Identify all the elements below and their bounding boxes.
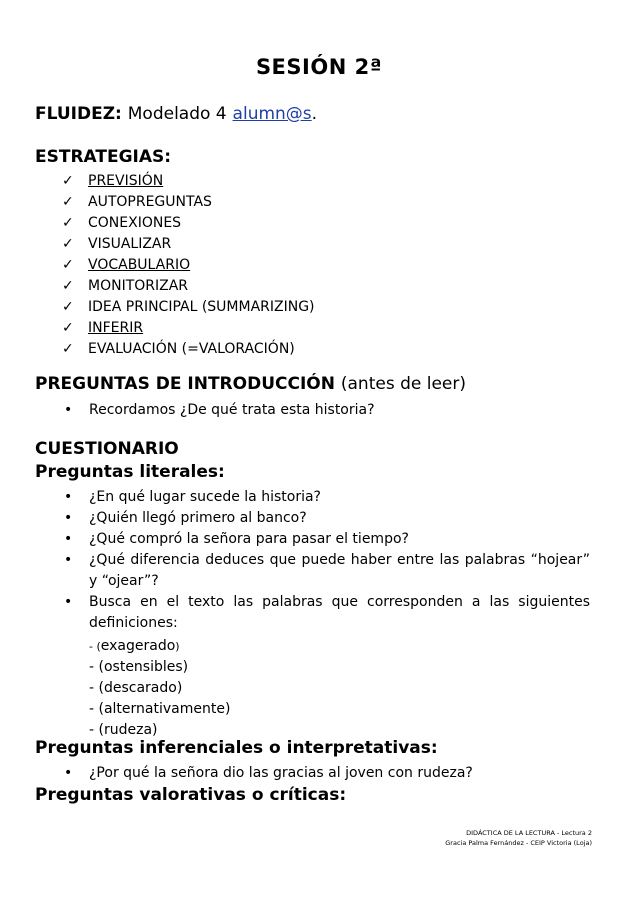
fluidez-end: . — [311, 104, 318, 124]
cuestionario-heading: CUESTIONARIO — [35, 439, 179, 459]
estrategia-label: PREVISIÓN — [88, 173, 164, 189]
estrategia-label: VISUALIZAR — [88, 236, 172, 252]
introduccion-list — [62, 400, 590, 421]
question-text: ¿Qué diferencia deduces que puede haber entre las palabras “hojear” — [89, 552, 590, 568]
fluidez-text: Modelado 4 — [127, 104, 227, 124]
bullet-icon: • — [64, 552, 73, 568]
inferenciales-heading: Preguntas inferenciales o interpretativas: — [35, 738, 438, 758]
estrategia-label: EVALUACIÓN (=VALORACIÓN) — [88, 341, 295, 357]
estrategias-list — [62, 171, 315, 360]
question-text: Busca en el texto las palabras que corresponden a las siguientes — [89, 594, 590, 610]
introduccion-heading: PREGUNTAS DE INTRODUCCIÓN — [35, 374, 335, 394]
list-item — [62, 318, 315, 339]
estrategia-label: MONITORIZAR — [88, 278, 189, 294]
list-item — [62, 592, 590, 741]
introduccion-heading-line — [35, 374, 466, 394]
question-text: ¿Quién llegó primero al banco? — [89, 510, 307, 526]
estrategia-label: VOCABULARIO — [88, 257, 191, 273]
list-item — [62, 550, 590, 592]
bullet-icon: • — [64, 765, 73, 781]
list-item — [62, 763, 590, 784]
definicion-item: - (alternativamente) — [89, 701, 231, 717]
page-title: SESIÓN 2ª — [255, 55, 383, 79]
bullet-icon: • — [64, 510, 73, 526]
definicion-item: - (rudeza) — [89, 722, 158, 738]
list-item — [62, 234, 315, 255]
estrategia-label: INFERIR — [88, 320, 144, 336]
check-mark-icon: ✓ — [62, 320, 74, 336]
estrategias-heading: ESTRATEGIAS: — [35, 147, 172, 167]
question-text: ¿Qué compró la señora para pasar el tiempo? — [89, 531, 409, 547]
literales-list — [62, 487, 590, 741]
question-text-continued: y “ojear”? — [89, 573, 159, 589]
check-mark-icon: ✓ — [62, 194, 74, 210]
bullet-icon: • — [64, 402, 73, 418]
list-item — [62, 508, 590, 529]
list-item — [62, 213, 315, 234]
definicion-item: - (ostensibles) — [89, 659, 189, 675]
literales-heading: Preguntas literales: — [35, 462, 225, 482]
bullet-icon: • — [64, 594, 73, 610]
definicion-item: - (exagerado) — [89, 638, 180, 654]
list-item — [62, 339, 315, 360]
estrategia-label: IDEA PRINCIPAL (SUMMARIZING) — [88, 299, 315, 315]
footer-line: DIDÁCTICA DE LA LECTURA - Lectura 2 — [466, 829, 592, 837]
list-item — [62, 276, 315, 297]
estrategia-label: AUTOPREGUNTAS — [88, 194, 212, 210]
fluidez-line — [35, 104, 317, 124]
question-text: ¿Por qué la señora dio las gracias al joven con rudeza? — [89, 765, 473, 781]
introduccion-note: (antes de leer) — [340, 374, 467, 394]
bullet-icon: • — [64, 531, 73, 547]
list-item — [62, 400, 590, 421]
bullet-icon: • — [64, 489, 73, 505]
list-item — [62, 171, 315, 192]
footer-line: Gracia Palma Fernández - CEIP Victoria (Loja) — [445, 839, 592, 847]
page-footer — [445, 828, 592, 848]
estrategia-label: CONEXIONES — [88, 215, 182, 231]
check-mark-icon: ✓ — [62, 215, 74, 231]
list-item — [62, 255, 315, 276]
question-text: ¿En qué lugar sucede la historia? — [89, 489, 321, 505]
list-item — [62, 297, 315, 318]
check-mark-icon: ✓ — [62, 257, 74, 273]
list-item — [62, 192, 315, 213]
check-mark-icon: ✓ — [62, 173, 74, 189]
list-item — [62, 487, 590, 508]
alumnos-link[interactable]: alumn@s — [232, 104, 312, 124]
list-item — [62, 529, 590, 550]
check-mark-icon: ✓ — [62, 341, 74, 357]
check-mark-icon: ✓ — [62, 278, 74, 294]
question-text: Recordamos ¿De qué trata esta historia? — [89, 402, 375, 418]
check-mark-icon: ✓ — [62, 236, 74, 252]
valorativas-heading: Preguntas valorativas o críticas: — [35, 785, 347, 805]
check-mark-icon: ✓ — [62, 299, 74, 315]
definiciones-list — [89, 636, 590, 741]
definicion-item: - (descarado) — [89, 680, 183, 696]
fluidez-label: FLUIDEZ: — [35, 104, 122, 124]
question-text-continued: definiciones: — [89, 615, 178, 631]
inferenciales-list — [62, 763, 590, 784]
